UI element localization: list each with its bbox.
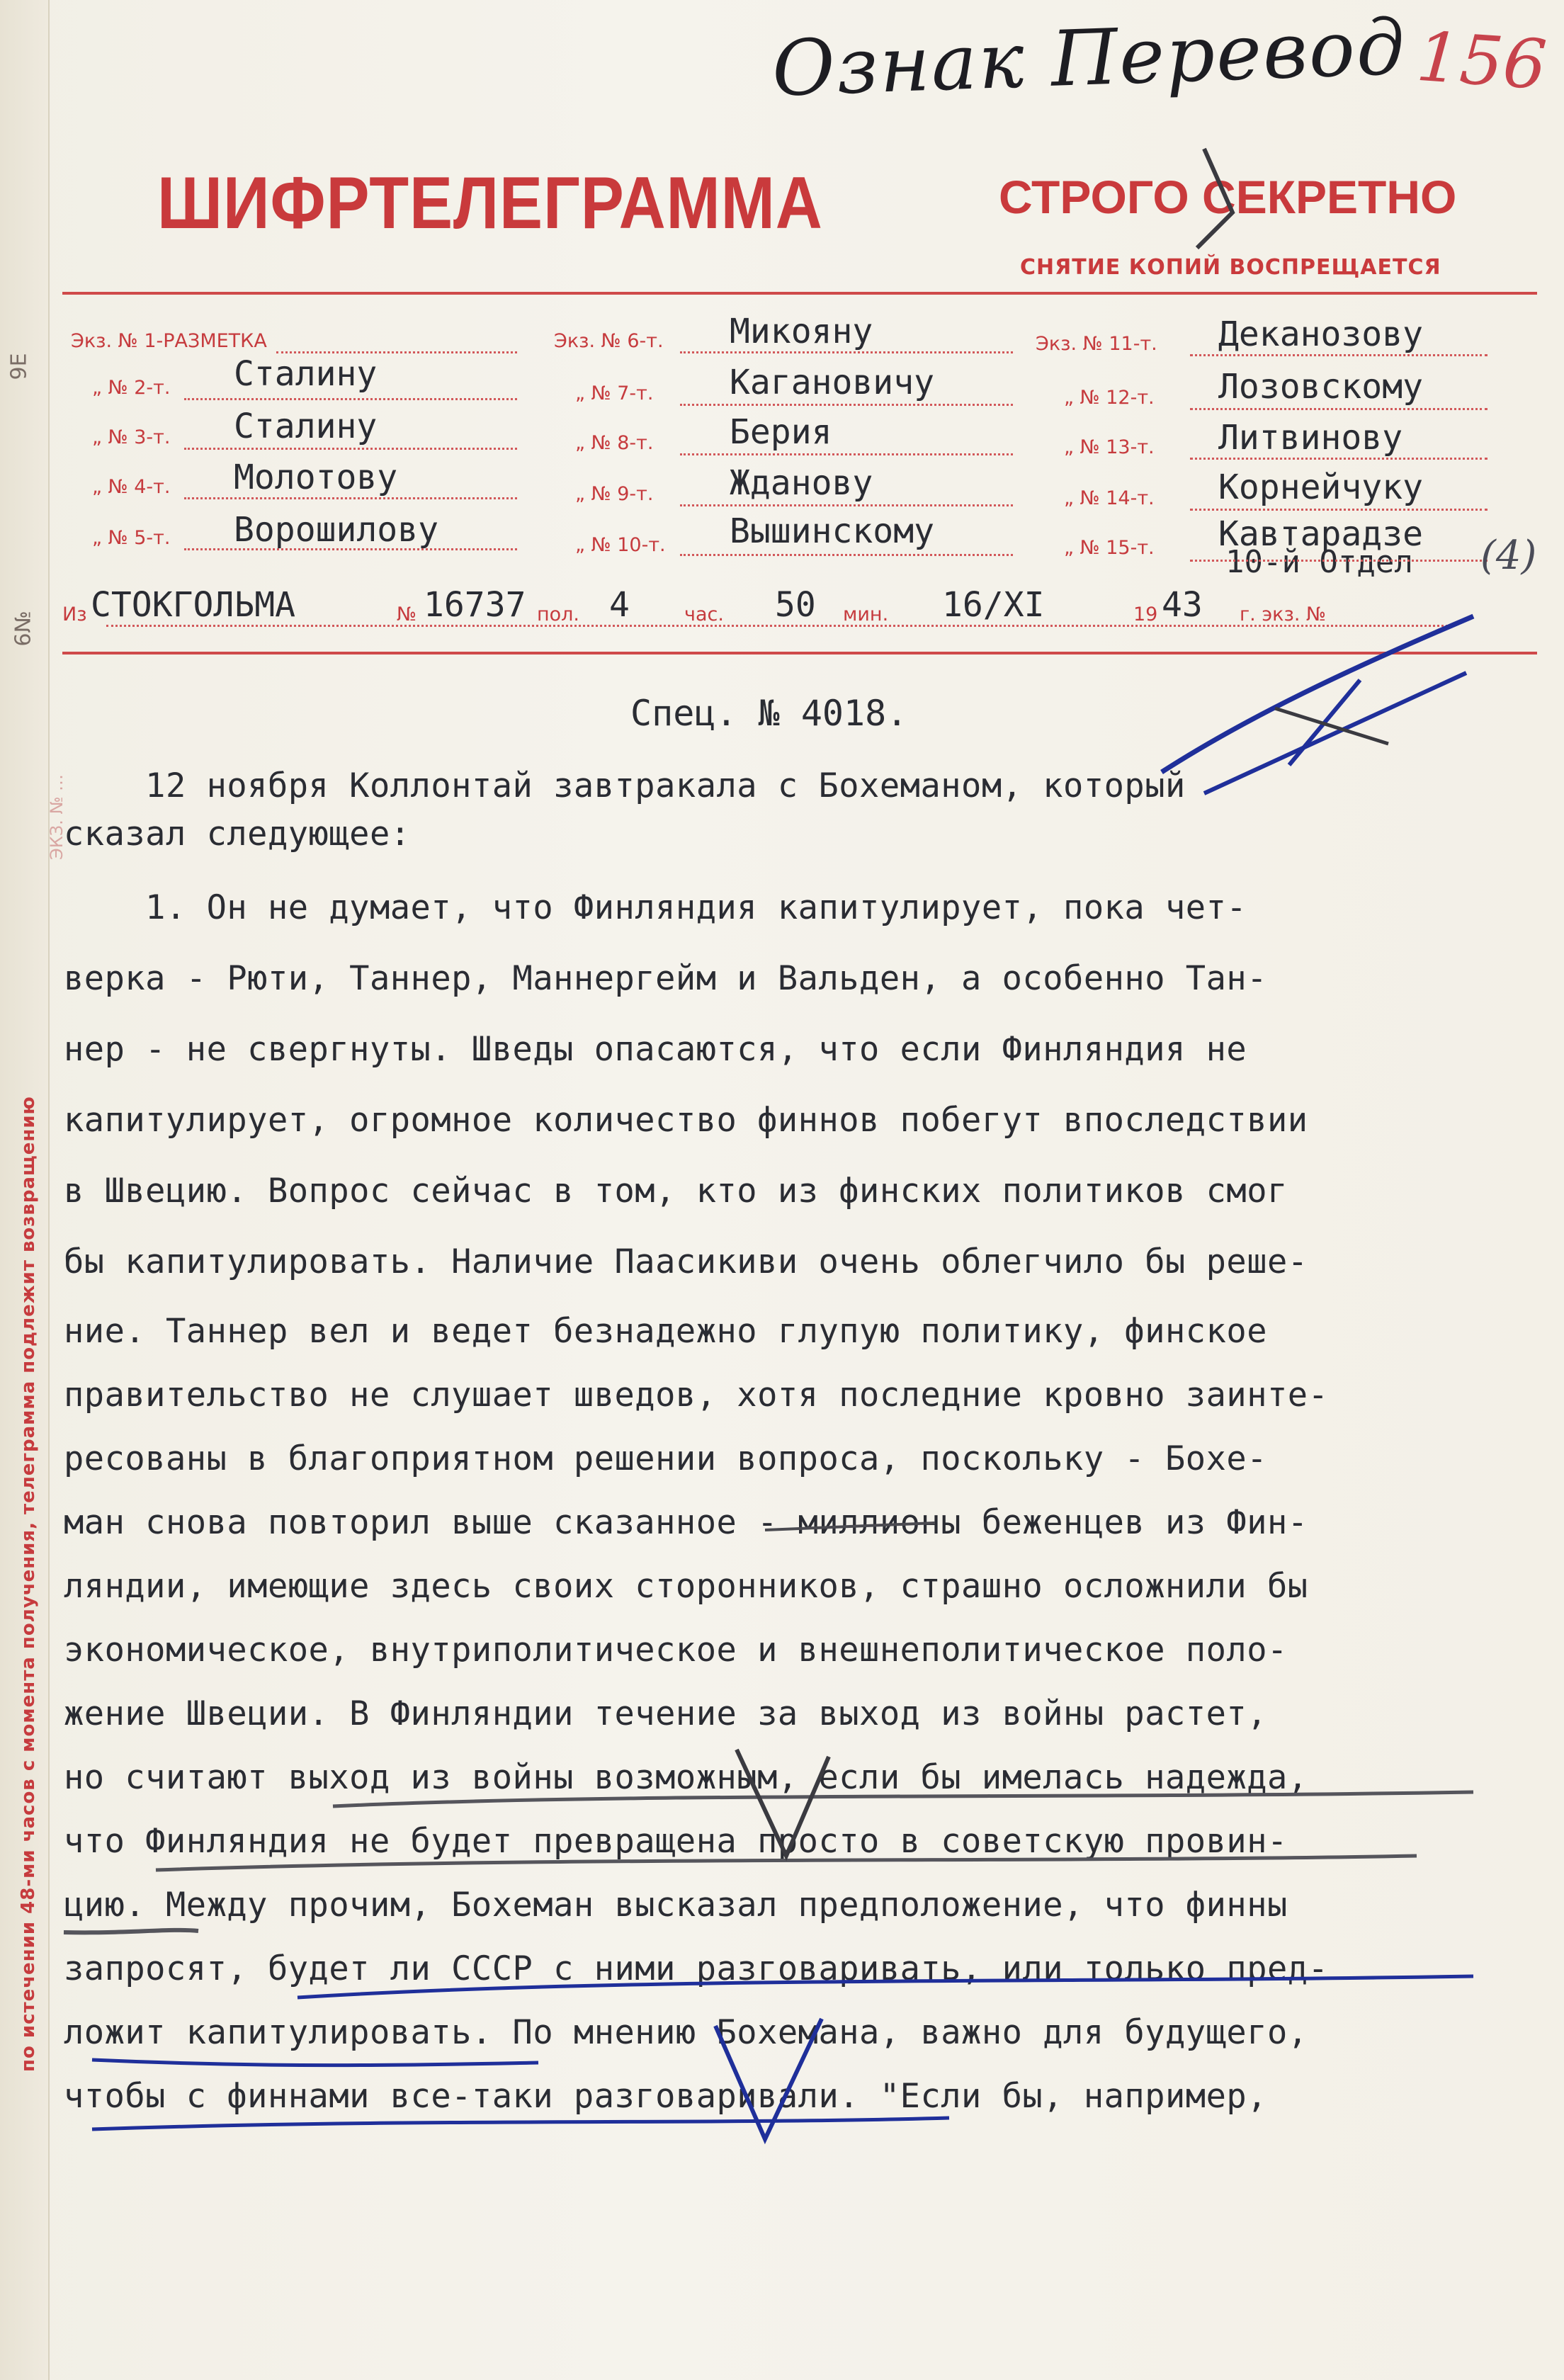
- message-line: экономическое, внутриполитическое и внешнеполитическое поло-: [64, 1631, 1288, 1670]
- fill-line: [184, 398, 517, 400]
- recipient-name: Молотову: [234, 458, 398, 497]
- fill-line: [1190, 458, 1488, 460]
- copy-prohibited-notice: СНЯТИЕ КОПИЙ ВОСПРЕЩАЕТСЯ: [1020, 255, 1441, 280]
- copy-label: „ № 12-т.: [1064, 387, 1155, 409]
- recipient-name: Кагановичу: [730, 363, 934, 402]
- fill-line: [1190, 408, 1488, 410]
- copy-label: Экз. № 1-РАЗМЕТКА: [71, 330, 267, 352]
- message-line: сказал следующее:: [64, 815, 411, 854]
- date-value: 16/XI: [942, 585, 1045, 625]
- recipient-name: Вышинскому: [730, 511, 934, 551]
- message-line: капитулирует, огромное количество финнов побегут впоследствии: [64, 1101, 1308, 1140]
- fill-line: [1190, 354, 1488, 356]
- fill-line: [680, 504, 1013, 506]
- message-line: правительство не слушает шведов, хотя последние кровно заинте-: [64, 1376, 1329, 1415]
- header-rule: [62, 292, 1537, 295]
- return-notice: по истечении 48-ми часов с момента получения, телеграмма подлежит возвращению: [18, 1096, 39, 2072]
- year-value: 43: [1162, 585, 1203, 625]
- message-line: ложит капитулировать. По мнению Бохемана, важно для будущего,: [64, 2013, 1308, 2052]
- recipient-name: Литвинову: [1218, 418, 1403, 458]
- message-line: что Финляндия не будет превращена просто в советскую провин-: [64, 1822, 1288, 1861]
- strip-number: 9E: [6, 353, 32, 380]
- copy-label: „ № 3-т.: [92, 426, 171, 448]
- copy-label: „ № 10-т.: [575, 534, 666, 556]
- message-line: в Швецию. Вопрос сейчас в том, кто из финских политиков смог: [64, 1172, 1288, 1211]
- copy-label: „ № 5-т.: [92, 527, 171, 549]
- fill-line: [184, 497, 517, 499]
- copy-label: „ № 7-т.: [575, 382, 654, 404]
- hour-label: час.: [684, 604, 724, 625]
- blue-pen-underline: [92, 2060, 538, 2066]
- margin-mark: (4): [1480, 533, 1537, 579]
- page-number: 156: [1414, 16, 1549, 106]
- number-label: №: [397, 604, 417, 625]
- minute-label: мин.: [843, 604, 889, 625]
- pencil-underline: [64, 1930, 198, 1932]
- message-line: ние. Таннер вел и ведет безнадежно глупую политику, финское: [64, 1312, 1267, 1351]
- fill-line: [184, 548, 517, 550]
- fill-line: [184, 448, 517, 450]
- recipient-name: Лозовскому: [1218, 367, 1423, 407]
- recipient-name: Сталину: [234, 407, 378, 446]
- fill-line: [680, 404, 1013, 406]
- copy-label: „ № 14-т.: [1064, 487, 1155, 509]
- year-prefix: 19: [1133, 604, 1158, 625]
- recipient-name: Деканозову: [1218, 314, 1423, 354]
- blue-pen-underline: [92, 2118, 949, 2129]
- header-bottom-rule: [62, 652, 1537, 654]
- message-line: нер - не свергнуты. Шведы опасаются, что если Финляндия не: [64, 1030, 1247, 1069]
- blue-pen-stroke: [1162, 616, 1473, 772]
- message-line: запросят, будет ли СССР с ними разговаривать, или только пред-: [64, 1949, 1329, 1988]
- copy-label: Экз. № 11-т.: [1036, 333, 1157, 355]
- recipient-name: Кавтарадзе: [1218, 514, 1423, 554]
- document-title: ШИФРТЕЛЕГРАММА: [157, 162, 823, 244]
- copy-label: Экз. № 6-т.: [554, 330, 664, 352]
- fill-line: [680, 554, 1013, 556]
- minute-value: 50: [775, 585, 816, 625]
- message-line: 12 ноября Коллонтай завтракала с Бохеманом, который: [64, 766, 1186, 805]
- message-line: жение Швеции. В Финляндии течение за выход из войны растет,: [64, 1694, 1267, 1733]
- recipient-name: Жданову: [730, 463, 873, 503]
- blue-pen-stroke: [1289, 680, 1360, 765]
- message-line: ман снова повторил выше сказанное - миллионы беженцев из Фин-: [64, 1503, 1308, 1542]
- secrecy-stamp: СТРОГО СЕКРЕТНО: [999, 171, 1457, 223]
- message-line: цию. Между прочим, Бохеман высказал предположение, что финны: [64, 1886, 1288, 1925]
- handwritten-note: Ознак Перевод: [771, 3, 1408, 114]
- copy-label: „ № 2-т.: [92, 377, 171, 399]
- faint-margin-text: ЭКЗ. № …: [47, 774, 67, 860]
- strip-number: 6№: [11, 611, 36, 647]
- fill-line: [680, 453, 1013, 455]
- from-label: Из: [62, 604, 87, 625]
- fill-line: [680, 351, 1013, 353]
- fill-line: [276, 351, 517, 353]
- copy-label: „ № 15-т.: [1064, 537, 1155, 559]
- fill-line: [1190, 509, 1488, 511]
- message-line: 1. Он не думает, что Финляндия капитулирует, пока чет-: [64, 888, 1247, 927]
- extra-recipient: 10-й Отдел: [1225, 544, 1413, 580]
- year-label: г. экз. №: [1240, 604, 1327, 625]
- copy-label: „ № 4-т.: [92, 476, 171, 498]
- message-line: но считают выход из войны возможным, если бы имелась надежда,: [64, 1758, 1308, 1797]
- message-line: ляндии, имеющие здесь своих сторонников, страшно осложнили бы: [64, 1567, 1308, 1606]
- copy-label: „ № 9-т.: [575, 483, 654, 505]
- copy-label: „ № 13-т.: [1064, 436, 1155, 458]
- hour-value: 4: [609, 585, 630, 625]
- message-line: ресованы в благоприятном решении вопроса, поскольку - Бохе-: [64, 1439, 1267, 1478]
- recipient-name: Микояну: [730, 312, 873, 351]
- recipient-name: Корнейчуку: [1218, 468, 1423, 507]
- recipient-name: Сталину: [234, 354, 378, 394]
- copy-label: „ № 8-т.: [575, 432, 654, 454]
- recipient-name: Ворошилову: [234, 510, 438, 550]
- telegram-number: 16737: [424, 585, 526, 625]
- message-line: бы капитулировать. Наличие Паасикиви очень облегчило бы реше-: [64, 1242, 1308, 1281]
- pencil-stroke: [1275, 708, 1388, 744]
- message-line: чтобы с финнами все-таки разговаривали. "Если бы, например,: [64, 2077, 1267, 2116]
- fill-line: [106, 625, 1452, 627]
- from-city: СТОКГОЛЬМА: [91, 585, 295, 625]
- special-ref-number: Спец. № 4018.: [630, 693, 908, 734]
- message-line: верка - Рюти, Таннер, Маннергейм и Вальден, а особенно Тан-: [64, 959, 1267, 998]
- fill-line: [1190, 560, 1488, 562]
- received-label: пол.: [537, 604, 580, 625]
- recipient-name: Берия: [730, 412, 832, 452]
